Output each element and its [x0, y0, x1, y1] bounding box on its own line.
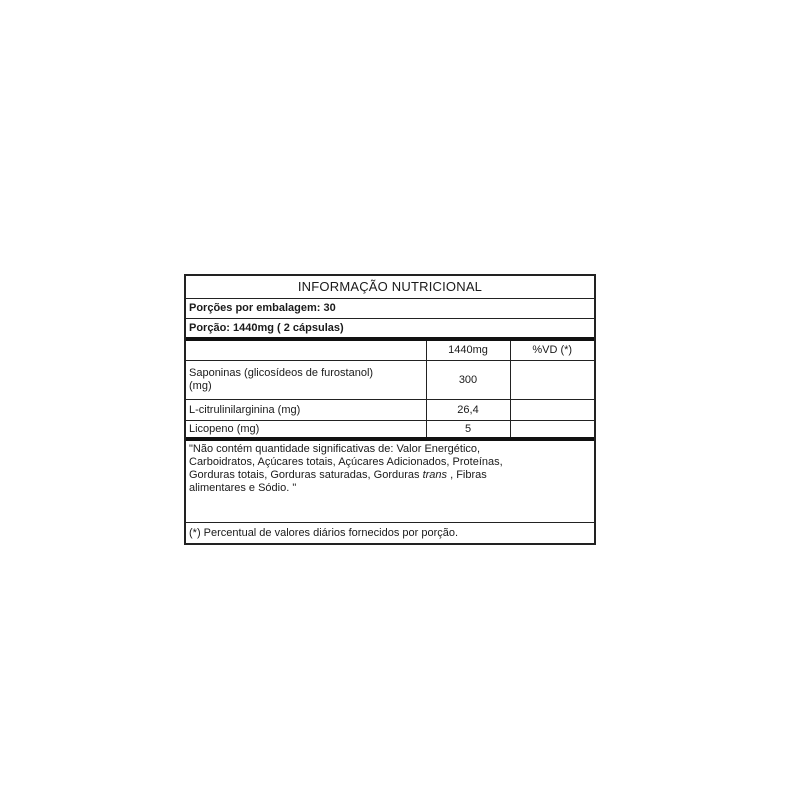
header-dv-cell: %VD (*): [510, 341, 594, 361]
header-amount-cell: 1440mg: [426, 341, 510, 361]
note-line: "Não contém quantidade significativas de: Valor Energético,: [189, 443, 481, 455]
serving-size: Porção: 1440mg ( 2 cápsulas): [186, 319, 594, 341]
table-row: [186, 421, 594, 440]
note-line: Carboidratos, Açúcares totais, Açúcares Adicionados, Proteínas,: [189, 456, 503, 468]
nutrient-amount: 5: [426, 421, 510, 440]
header-name-cell: [186, 341, 426, 361]
servings-per-package: Porções por embalagem: 30: [186, 299, 594, 319]
nutrient-dv: [510, 361, 594, 400]
note-text: Gorduras totais, Gorduras saturadas, Gorduras: [189, 469, 423, 481]
table-header-row: [186, 341, 594, 361]
nutrient-name: Licopeno (mg): [186, 421, 426, 440]
table-row: [186, 361, 594, 400]
nutrient-name-line1: Saponinas (glicosídeos de furostanol): [189, 367, 374, 379]
nutrient-name-line2: (mg): [189, 380, 212, 392]
daily-value-footnote: (*) Percentual de valores diários fornecidos por porção.: [189, 527, 459, 539]
nutrient-name: L-citrulinilarginina (mg): [186, 400, 426, 421]
footnote-not-significant: [186, 441, 594, 523]
nutrition-facts-label: [184, 274, 596, 545]
nutrient-table: [186, 341, 594, 441]
table-row: [186, 400, 594, 421]
note-italic-text: trans: [422, 469, 448, 481]
nutrient-dv: [510, 400, 594, 421]
nutrient-amount: 300: [426, 361, 510, 400]
note-line: alimentares e Sódio. ": [189, 482, 297, 494]
note-text: , Fibras: [447, 469, 487, 481]
label-title: INFORMAÇÃO NUTRICIONAL: [186, 276, 594, 299]
note-line: [189, 469, 591, 482]
nutrient-dv: [510, 421, 594, 440]
nutrient-name: [186, 361, 426, 400]
nutrient-amount: 26,4: [426, 400, 510, 421]
